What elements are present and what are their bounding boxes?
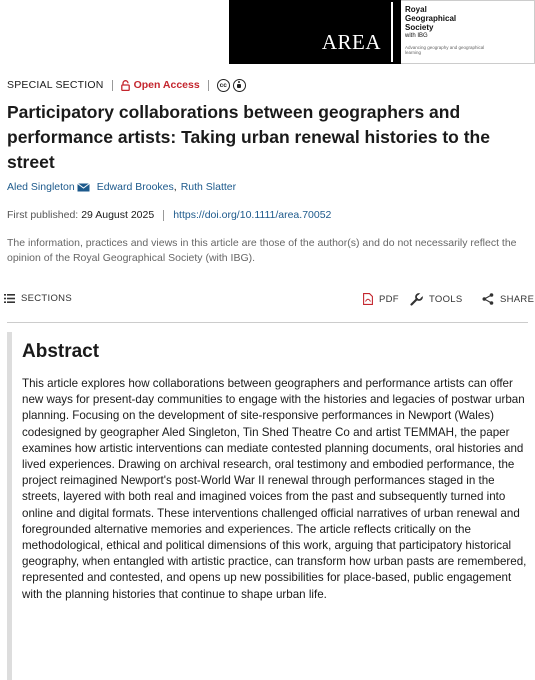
toolbar-divider (7, 322, 528, 323)
tools-label: TOOLS (429, 294, 463, 305)
open-access-label: Open Access (133, 79, 200, 91)
share-label: SHARE (500, 293, 535, 305)
sections-label: SECTIONS (21, 293, 72, 304)
author-list (7, 181, 236, 193)
section-row (7, 78, 246, 92)
journal-banner[interactable] (229, 0, 535, 64)
author-link[interactable]: Edward Brookes (96, 181, 174, 193)
mail-icon[interactable] (77, 183, 90, 192)
tools-button[interactable] (410, 293, 463, 306)
author-separator: , (173, 181, 177, 193)
society-suffix: with IBG (405, 33, 428, 39)
pdf-button[interactable] (363, 293, 399, 305)
logo-rule (391, 2, 393, 62)
sections-button[interactable] (4, 293, 72, 304)
pdf-label: PDF (379, 293, 399, 305)
share-icon (482, 293, 494, 305)
lock-icon (121, 80, 130, 91)
divider (112, 80, 113, 91)
journal-logo (229, 0, 401, 64)
first-published-label: First published: (7, 209, 79, 221)
author-link[interactable]: Aled Singleton (7, 181, 75, 193)
divider (208, 80, 209, 91)
doi-link[interactable]: https://doi.org/10.1111/area.70052 (173, 209, 332, 221)
society-tagline: Advancing geography and geographical learning (405, 45, 485, 55)
share-button[interactable] (482, 293, 534, 305)
society-logo (401, 0, 535, 64)
disclaimer-text: The information, practices and views in this article are those of the author(s) and do not necessarily reflect the opinion of the Royal Geographical Society (with IBG). (7, 237, 517, 264)
society-name: Royal Geographical Society (405, 5, 457, 32)
journal-name: AREA (321, 30, 381, 54)
wrench-icon (410, 293, 423, 306)
open-access-badge (121, 79, 200, 91)
publication-info (7, 209, 331, 221)
abstract-text: This article explores how collaborations between geographers and performance artists can offer new ways for present-day communities to engage with the histories and legacies of postwar urban planning. Focusing on the development of site-responsive performances in Newport (Wales) codesigned by geographer Aled Singleton, Tin Shed Theatre Co and artist TEMMAH, the paper examines how artistic interventions can mediate contested planning documents, oral histories and lived experiences. Drawing on archival research, oral testimony and embodied performance, the project reimagined Newport's post-World War II renewal through performances staged in the streets, layered with both real and imagined voices from the past and subsequently turned into online and digital formats. These interventions challenged official narratives of urban renewal and foregrounded alternative memories and experiences. The article reflects critically on the methodological, ethical and political dimensions of this work, arguing that participatory historical geography, when entangled with artistic practice, can transform how urban pasts are remembered, represented and contested, and opens up new possibilities for place-based, public engagement with the planning histories that continue to shape urban life. (22, 377, 527, 601)
abstract-heading: Abstract (22, 341, 100, 362)
cc-icon[interactable]: cc (217, 79, 230, 92)
section-label: SPECIAL SECTION (7, 79, 104, 91)
first-published-date: 29 August 2025 (81, 209, 155, 221)
list-icon (4, 294, 15, 303)
article-title: Participatory collaborations between geographers and performance artists: Taking urban renewal histories to the street (7, 102, 490, 172)
article-toolbar (0, 289, 535, 311)
by-icon[interactable] (233, 79, 246, 92)
pdf-icon (363, 293, 373, 305)
author-link[interactable]: Ruth Slatter (180, 181, 237, 193)
abstract-accent-bar (7, 332, 12, 680)
divider (163, 210, 164, 221)
